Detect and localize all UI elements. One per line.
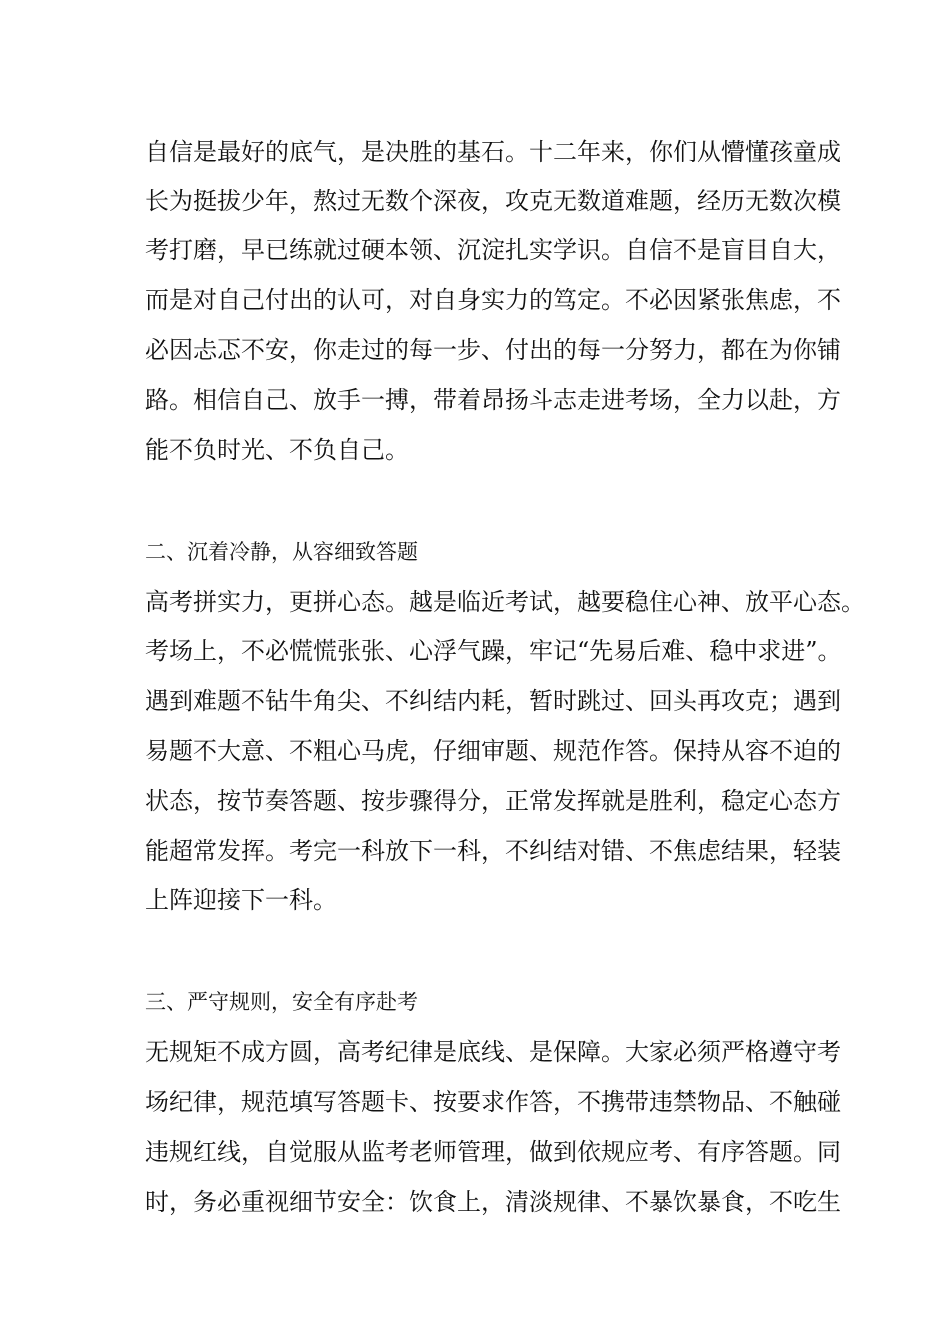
section-3-line-2: 场纪律，规范填写答题卡、按要求作答，不携带违禁物品、不触碰 — [145, 1088, 841, 1116]
section-3-line-4: 时，务必重视细节安全：饮食上，清淡规律、不暴饮暴食，不吃生 — [145, 1188, 841, 1216]
section-2-heading: 二、沉着冷静，从容细致答题 — [145, 540, 418, 564]
paragraph-1-line-7: 能不负时光、不负自己。 — [145, 436, 409, 464]
section-2-line-2: 考场上，不必慌慌张张、心浮气躁，牢记“先易后难、稳中求进”。 — [145, 637, 842, 665]
section-2-line-3: 遇到难题不钻牛角尖、不纠结内耗，暂时跳过、回头再攻克；遇到 — [145, 687, 841, 715]
section-2-line-4: 易题不大意、不粗心马虎，仔细审题、规范作答。保持从容不迫的 — [145, 737, 841, 765]
paragraph-1-line-6: 路。相信自己、放手一搏，带着昂扬斗志走进考场，全力以赴，方 — [145, 386, 841, 414]
paragraph-1-line-2: 长为挺拔少年，熬过无数个深夜，攻克无数道难题，经历无数次模 — [145, 187, 841, 215]
paragraph-1-line-5: 必因忐忑不安，你走过的每一步、付出的每一分努力，都在为你铺 — [145, 336, 841, 364]
section-2-line-7: 上阵迎接下一科。 — [145, 886, 337, 914]
section-2-line-1: 高考拼实力，更拼心态。越是临近考试，越要稳住心神、放平心态。 — [145, 588, 865, 616]
section-3-line-3: 违规红线，自觉服从监考老师管理，做到依规应考、有序答题。同 — [145, 1138, 841, 1166]
section-3-heading: 三、严守规则，安全有序赴考 — [145, 990, 418, 1014]
section-2-line-6: 能超常发挥。考完一科放下一科，不纠结对错、不焦虑结果，轻装 — [145, 837, 841, 865]
paragraph-1-line-4: 而是对自己付出的认可，对自身实力的笃定。不必因紧张焦虑，不 — [145, 286, 841, 314]
section-2-line-5: 状态，按节奏答题、按步骤得分，正常发挥就是胜利，稳定心态方 — [145, 787, 841, 815]
paragraph-1-line-3: 考打磨，早已练就过硬本领、沉淀扎实学识。自信不是盲目自大， — [145, 236, 841, 264]
paragraph-1-line-1: 自信是最好的底气，是决胜的基石。十二年来，你们从懵懂孩童成 — [145, 138, 841, 166]
section-3-line-1: 无规矩不成方圆，高考纪律是底线、是保障。大家必须严格遵守考 — [145, 1038, 841, 1066]
